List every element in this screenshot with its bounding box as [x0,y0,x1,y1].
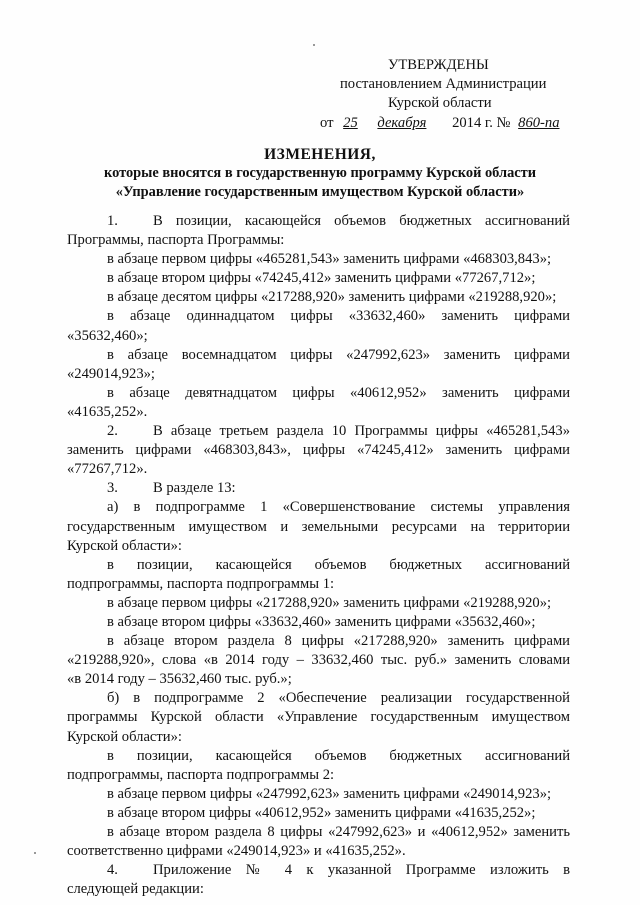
scan-speck [34,852,36,854]
paragraph-line: в позиции, касающейся объемов бюджетных ассигнований [107,747,570,764]
paragraph-line: в абзаце десятом цифры «217288,920» заменить цифрами «219288,920»; [107,289,557,306]
paragraph-line: б) в подпрограмме 2 «Обеспечение реализации государственной [107,690,570,707]
item-number: 2. [107,423,118,440]
paragraph-line: программы Курской области «Управление государственным имуществом [67,709,570,726]
paragraph-line: в абзаце втором цифры «74245,412» заменить цифрами «77267,712»; [107,270,536,287]
item-number: 3. [107,480,118,497]
paragraph-line: в позиции, касающейся объемов бюджетных ассигнований [107,556,570,573]
approval-date-line [320,114,560,133]
paragraph-line: в абзаце девятнадцатом цифры «40612,952» заменить цифрами [107,384,570,401]
date-day: 25 [343,115,358,131]
paragraph-line: в абзаце первом цифры «217288,920» заменить цифрами «219288,920»; [107,594,552,611]
paragraph-line: в абзаце втором цифры «40612,952» заменить цифрами «41635,252»; [107,804,536,821]
paragraph-line: Курской области»: [67,728,182,745]
paragraph-line: 3. В разделе 13: [67,479,570,498]
paragraph-line: соответственно цифрами «249014,923» и «41635,252». [67,843,406,860]
paragraph-line: подпрограммы, паспорта подпрограммы 1: [67,575,335,592]
paragraph-line: а) в подпрограмме 1 «Совершенствование системы управления [107,499,570,516]
paragraph-line: в абзаце одиннадцатом цифры «33632,460» заменить цифрами [107,308,570,325]
paragraph-line: Курской области»: [67,537,182,554]
item-number: 1. [107,213,118,229]
paragraph-line: в абзаце первом цифры «465281,543» заменить цифрами «468303,843»; [107,251,552,268]
decree-number: 860-па [518,115,560,131]
paragraph-line: «219288,920», слова «в 2014 году – 33632,460 тыс. руб.» заменить словами [67,652,570,669]
paragraph-line: «35632,460»; [67,327,148,344]
paragraph-line: 2. В абзаце третьем раздела 10 Программы цифры «465281,543» [67,422,570,441]
paragraph-line: «249014,923»; [67,365,155,382]
paragraph-line: подпрограммы, паспорта подпрограммы 2: [67,766,335,783]
paragraph-line: 1. В позиции, касающейся объемов бюджетных ассигнований [67,212,570,231]
approval-authority: постановлением Администрации [340,76,547,92]
paragraph-line: в абзаце первом цифры «247992,623» заменить цифрами «249014,923»; [107,785,552,802]
program-name: «Управление государственным имуществом Курской области» [115,184,525,200]
paragraph-line: «77267,712». [67,461,148,478]
paragraph-line: в абзаце втором цифры «33632,460» заменить цифрами «35632,460»; [107,613,536,630]
document-subtitle: которые вносятся в государственную программу Курской области [103,165,537,181]
paragraph-line: Программы, паспорта Программы: [67,232,285,249]
date-month: декабря [377,115,427,131]
date-prefix: от [320,115,334,131]
paragraph-line: «в 2014 году – 35632,460 тыс. руб.»; [67,671,292,688]
document-body [67,212,570,899]
paragraph-line: 4. Приложение № 4 к указанной Программе изложить в [67,861,570,880]
paragraph-line: в абзаце втором раздела 8 цифры «247992,623» и «40612,952» заменить [107,824,570,840]
item-number: 4. [107,862,118,879]
paragraph-line: в абзаце восемнадцатом цифры «247992,623» заменить цифрами [107,346,570,363]
paragraph-line: заменить цифрами «468303,843», цифры «74245,412» заменить цифрами [67,442,570,459]
approval-heading: УТВЕРЖДЕНЫ [388,57,489,73]
scan-speck [313,44,315,46]
paragraph-line: в абзаце втором раздела 8 цифры «217288,920» заменить цифрами [107,633,570,650]
paragraph-line: следующей редакции: [67,881,204,898]
document-title: ИЗМЕНЕНИЯ, [264,146,376,163]
paragraph-line: «41635,252». [67,403,148,420]
approval-region: Курской области [388,95,492,111]
date-year: 2014 г. № [452,115,511,131]
paragraph-line: государственным имуществом и земельными ресурсами на территории [67,518,570,535]
